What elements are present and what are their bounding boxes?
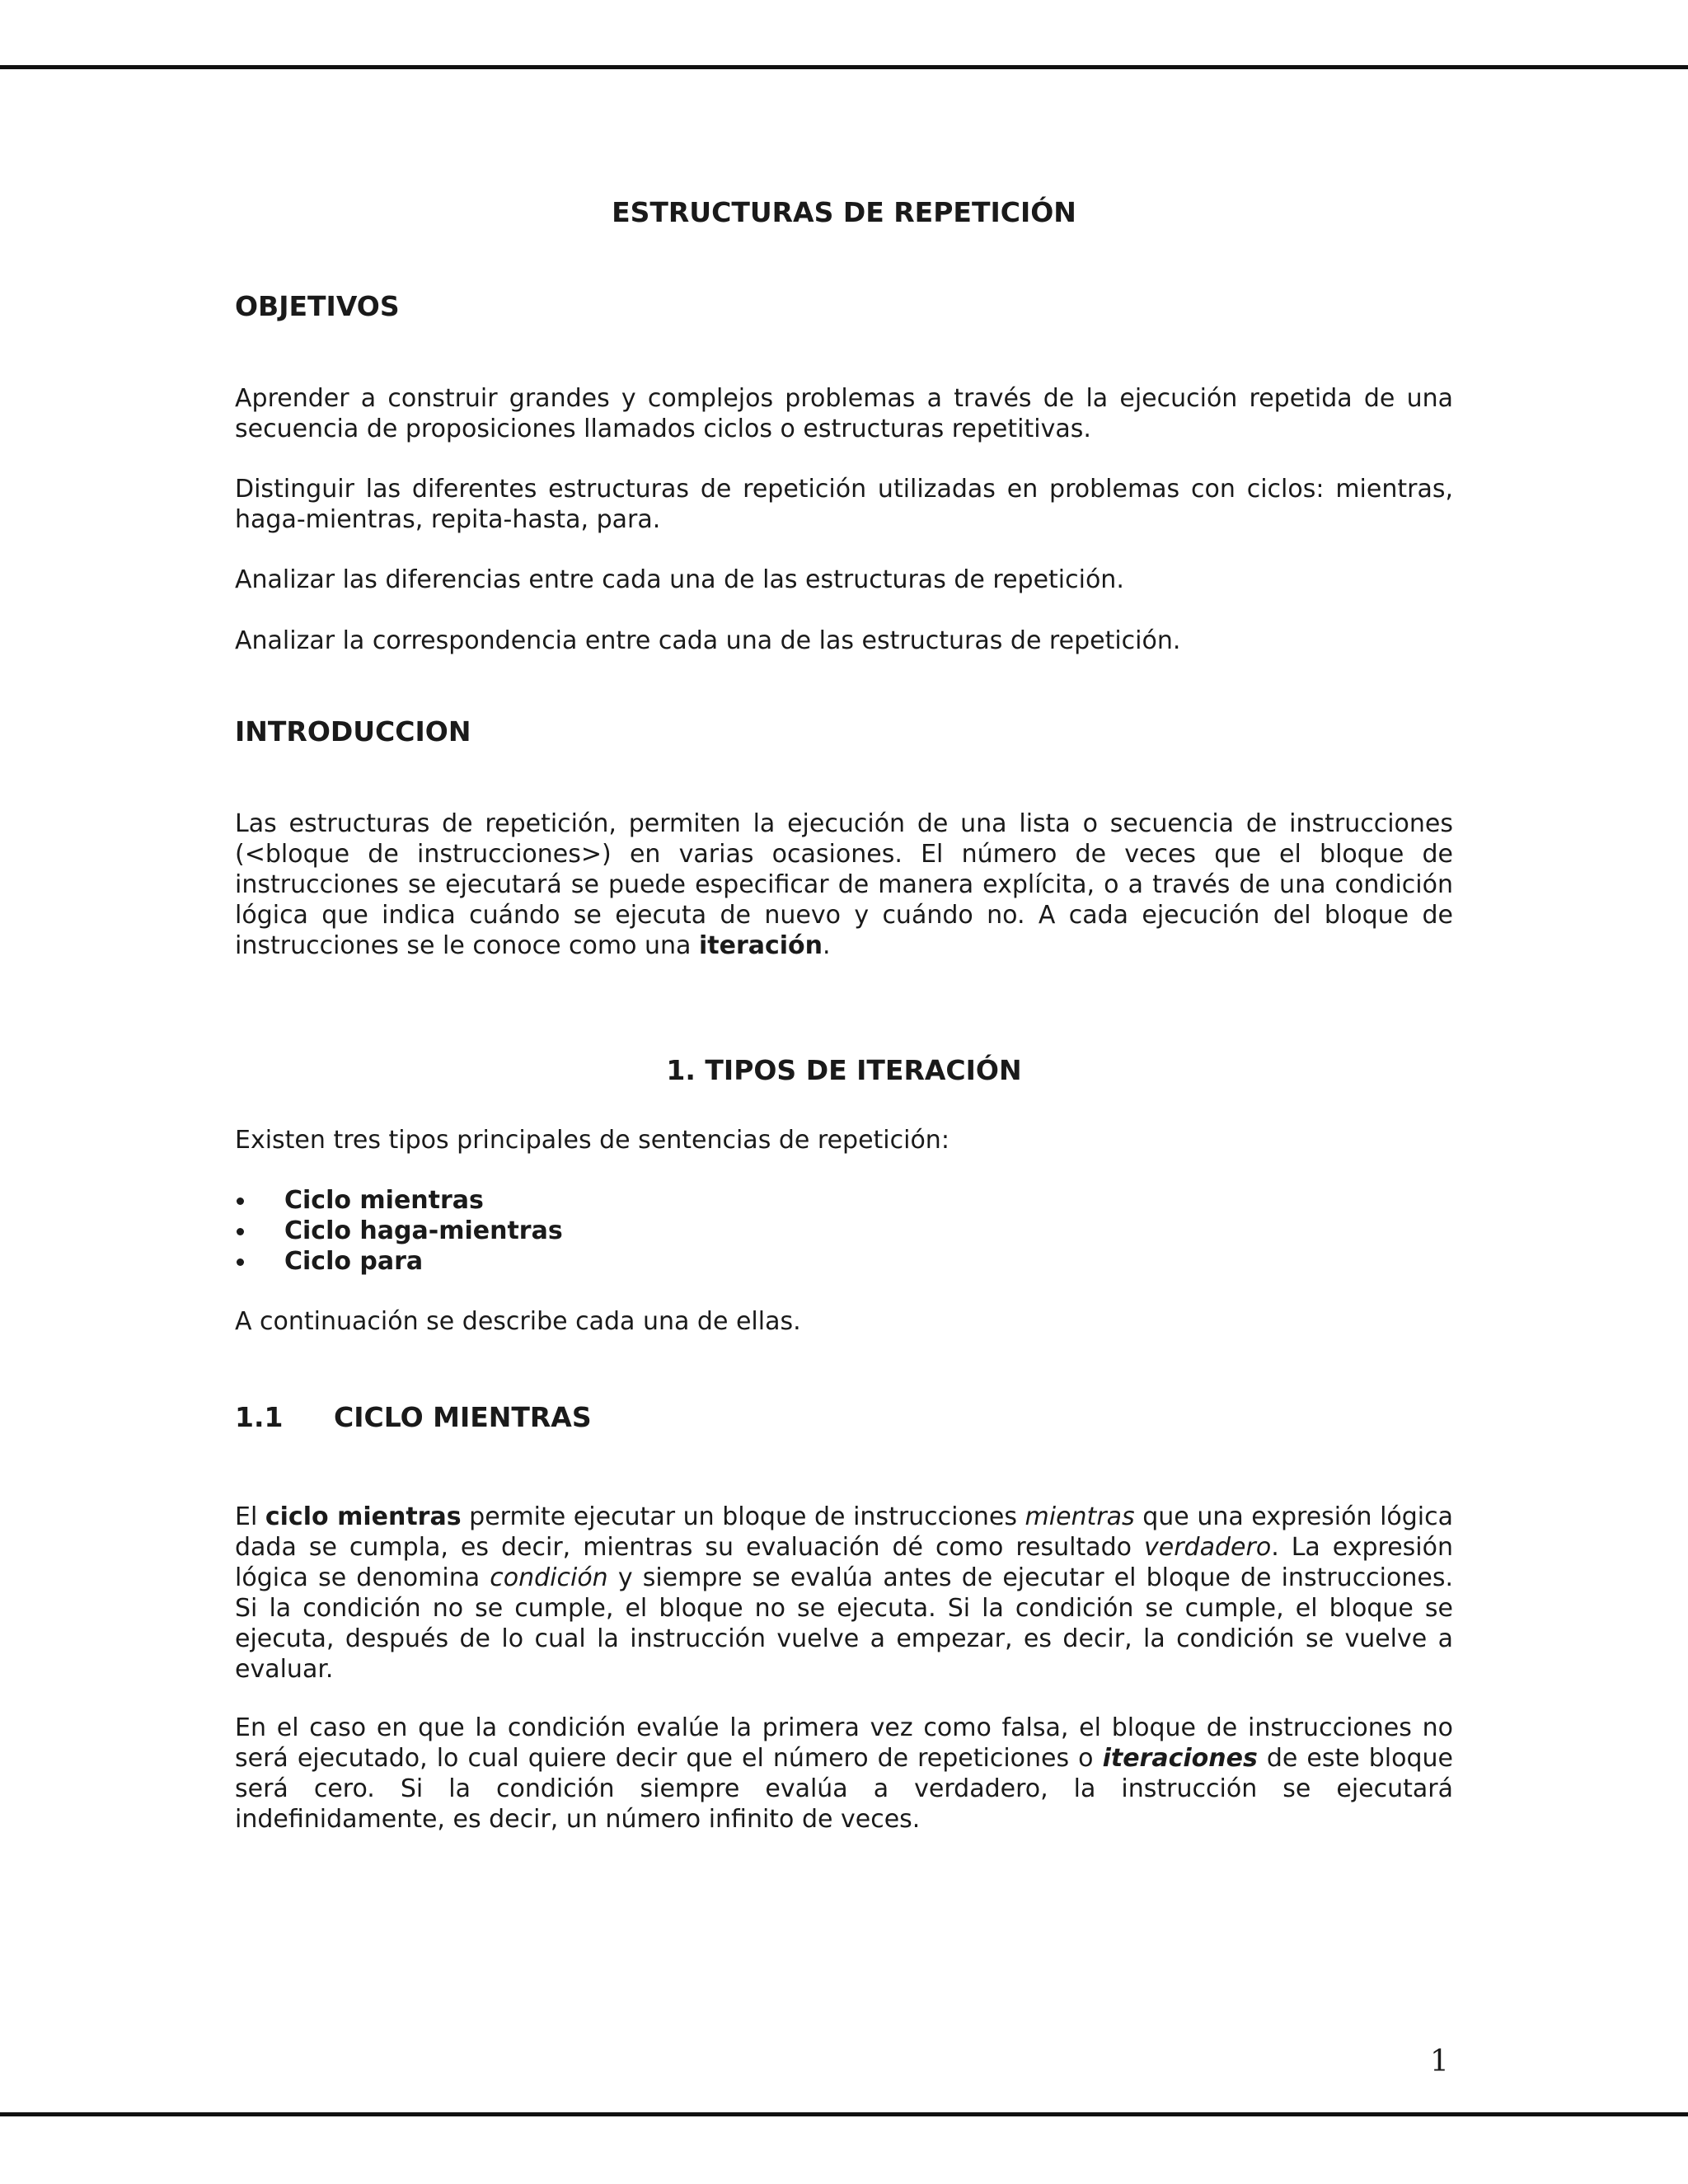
list-item-label: Ciclo para	[284, 1247, 424, 1276]
objetivo-item-1: Aprender a construir grandes y complejos problemas a través de la ejecución repetida de una secuencia de proposiciones llamados ciclos o estructuras repetitivas.	[235, 384, 1453, 443]
bullet-icon	[237, 1197, 244, 1205]
italic-term: verdadero	[1144, 1533, 1272, 1562]
bullet-icon	[237, 1228, 244, 1235]
tipos-intro: Existen tres tipos principales de sentencias de repetición:	[235, 1126, 950, 1155]
introduccion-bold-term: iteración	[698, 931, 823, 960]
introduccion-text-end: .	[823, 931, 831, 960]
list-item	[235, 1216, 563, 1246]
text-run: de este bloque será cero. Si la condición siempre evalúa a verdadero, la instrucción se ejecutará indefinidamente, es decir, un número infinito de veces.	[235, 1744, 1453, 1834]
introduccion-paragraph	[235, 808, 1453, 961]
text-run: y siempre se evalúa antes de ejecutar el bloque de instrucciones. Si la condición no se cumple, el bloque no se ejecuta. Si la condición se cumple, el bloque se ejecuta, después de lo cual la instrucción vuelve a empezar, es decir, la condición se vuelve a evaluar.	[235, 1563, 1454, 1684]
bold-italic-term: iteraciones	[1102, 1744, 1258, 1773]
document-title: ESTRUCTURAS DE REPETICIÓN	[612, 196, 1076, 228]
objetivo-item-2: Distinguir las diferentes estructuras de repetición utilizadas en problemas con ciclos: mientras, haga-mientras, repita-hasta, para.	[235, 475, 1453, 534]
top-rule	[0, 65, 1688, 69]
page-number: 1	[1430, 2045, 1449, 2079]
italic-term: mientras	[1025, 1502, 1135, 1531]
bottom-rule	[0, 2112, 1688, 2116]
text-run: que una expresión lógica dada se cumpla, es decir, mientras su evaluación dé como resultado	[235, 1502, 1454, 1562]
list-item	[235, 1246, 563, 1277]
tipos-heading: 1. TIPOS DE ITERACIÓN	[666, 1054, 1022, 1086]
objetivo-item-4: Analizar la correspondencia entre cada una de las estructuras de repetición.	[235, 626, 1181, 655]
list-item-label: Ciclo mientras	[284, 1186, 484, 1215]
ciclo-mientras-paragraph-2	[235, 1713, 1453, 1835]
list-item-label: Ciclo haga-mientras	[284, 1216, 563, 1245]
section-title: CICLO MIENTRAS	[334, 1401, 592, 1433]
section-number: 1.1	[235, 1401, 284, 1433]
list-item	[235, 1185, 563, 1216]
text-run: permite ejecutar un bloque de instrucciones	[461, 1502, 1025, 1531]
ciclo-mientras-paragraph-1	[235, 1502, 1453, 1685]
objetivo-item-3: Analizar las diferencias entre cada una de las estructuras de repetición.	[235, 565, 1124, 594]
italic-term: condición	[490, 1563, 608, 1592]
tipos-outro: A continuación se describe cada una de ellas.	[235, 1307, 801, 1336]
text-run: En el caso en que la condición evalúe la primera vez como falsa, el bloque de instrucciones no será ejecutado, lo cual quiere decir que el número de repeticiones o	[235, 1713, 1453, 1773]
introduccion-heading: INTRODUCCION	[235, 715, 471, 748]
introduccion-text: Las estructuras de repetición, permiten la ejecución de una lista o secuencia de instrucciones (<bloque de instrucciones>) en varias ocasiones. El número de veces que el bloque de instrucciones se ejecutará se puede especificar de manera explícita, o a través de una condición lógica que indica cuándo se ejecuta de nuevo y cuándo no. A cada ejecución del bloque de instrucciones se le conoce como una	[235, 809, 1453, 960]
ciclo-mientras-heading	[235, 1401, 592, 1434]
tipos-list	[235, 1185, 563, 1277]
bold-term: ciclo mientras	[265, 1502, 462, 1531]
text-run: . La expresión lógica se denomina	[235, 1533, 1453, 1592]
objetivos-heading: OBJETIVOS	[235, 290, 400, 322]
text-run: El	[235, 1502, 265, 1531]
bullet-icon	[237, 1258, 244, 1266]
